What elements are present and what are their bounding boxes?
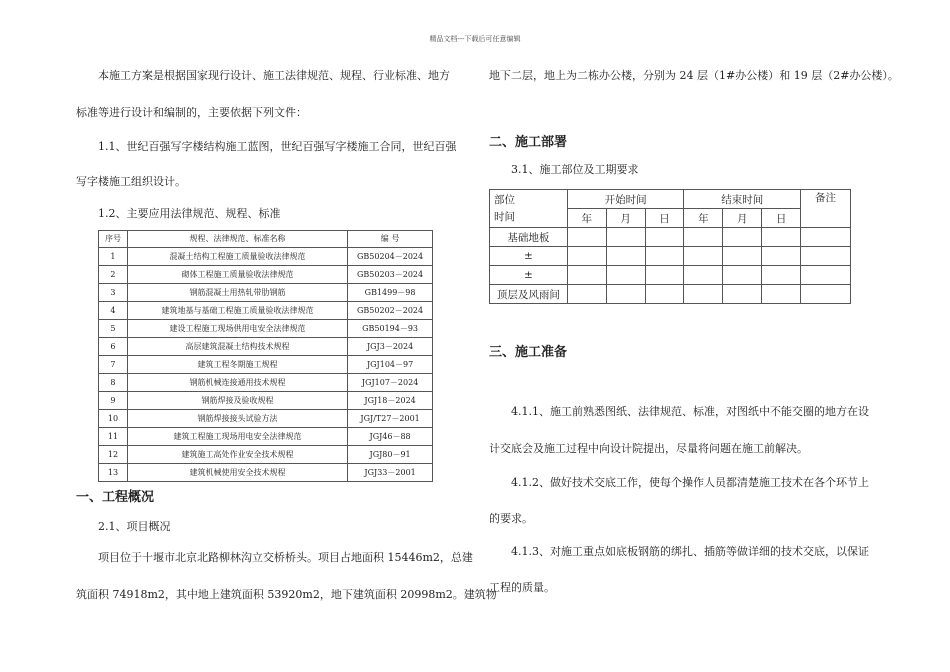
section-1-heading: 一、工程概况 (76, 490, 155, 505)
part-time-header-cell (490, 190, 568, 228)
project-body-line-2: 筑面积 74918m2，其中地上建筑面积 53920m2，地下建筑面积 20998m2。建筑物 (76, 588, 497, 601)
prep-4-1-1-line-2: 计交底会及施工过程中向设计院提出，尽量将问题在施工前解决。 (489, 442, 808, 455)
row-index: 4 (99, 302, 128, 320)
row-index: 7 (99, 356, 128, 374)
table-header-row (99, 231, 433, 248)
cell (645, 247, 684, 266)
row-code: JGJ104－97 (348, 356, 433, 374)
row-index: 3 (99, 284, 128, 302)
col-header-code: 编 号 (348, 231, 433, 248)
cell (801, 285, 851, 304)
item-1-1-line-2: 写字楼施工组织设计。 (76, 175, 186, 188)
item-1-2: 1.2、主要应用法律规范、规程、标准 (98, 207, 281, 220)
cell (762, 247, 801, 266)
row-code: JGJ/T27－2001 (348, 410, 433, 428)
table-row (99, 392, 433, 410)
row-part: 基础地板 (490, 228, 568, 247)
table-row (99, 284, 433, 302)
row-code: GB1499－98 (348, 284, 433, 302)
schedule-table (489, 189, 851, 304)
row-code: JGJ46－88 (348, 428, 433, 446)
table-row (99, 302, 433, 320)
intro-line-1: 本施工方案是根据国家现行设计、施工法律规范、规程、行业标准、地方 (98, 69, 450, 82)
table-row (99, 266, 433, 284)
cell (645, 266, 684, 285)
row-code: JGJ33－2001 (348, 464, 433, 482)
project-body-line-1: 项目位于十堰市北京北路柳林沟立交桥桥头。项目占地面积 15446m2，总建 (98, 551, 473, 564)
cell (723, 247, 762, 266)
row-name: 钢筋焊接接头试验方法 (127, 410, 347, 428)
table-row (99, 338, 433, 356)
row-code: GB50194－93 (348, 320, 433, 338)
col-header-name: 规程、法律规范、标准名称 (127, 231, 347, 248)
cell (606, 247, 645, 266)
row-part: 顶层及风雨间 (490, 285, 568, 304)
row-part: ± (490, 266, 568, 285)
row-name: 建筑工程施工现场用电安全法律规范 (127, 428, 347, 446)
row-index: 9 (99, 392, 128, 410)
row-name: 建筑工程冬期施工规程 (127, 356, 347, 374)
row-index: 2 (99, 266, 128, 284)
table-row (490, 266, 851, 285)
item-3-1: 3.1、施工部位及工期要求 (511, 163, 639, 176)
start-year-header: 年 (567, 209, 606, 228)
table-row (99, 410, 433, 428)
row-name: 钢筋混凝土用热轧带肋钢筋 (127, 284, 347, 302)
row-name: 钢筋焊接及验收规程 (127, 392, 347, 410)
table-row (490, 228, 851, 247)
row-index: 6 (99, 338, 128, 356)
prep-4-1-3-line-1: 4.1.3、对施工重点如底板钢筋的绑扎、插筋等做详细的技术交底，以保证 (511, 545, 869, 558)
item-1-1-line-1: 1.1、世纪百强写字楼结构施工蓝图，世纪百强写字楼施工合同，世纪百强 (98, 140, 457, 153)
cell (684, 247, 723, 266)
cell (567, 228, 606, 247)
part-label: 部位 (494, 193, 515, 206)
cell (762, 266, 801, 285)
cell (762, 228, 801, 247)
item-2-1: 2.1、项目概况 (98, 520, 171, 533)
cell (567, 247, 606, 266)
row-name: 建筑机械使用安全技术规程 (127, 464, 347, 482)
end-day-header: 日 (762, 209, 801, 228)
start-month-header: 月 (606, 209, 645, 228)
section-2-heading: 二、施工部署 (489, 135, 568, 150)
row-index: 11 (99, 428, 128, 446)
start-time-header: 开始时间 (567, 190, 684, 209)
row-code: GB50203－2024 (348, 266, 433, 284)
prep-4-1-2-line-2: 的要求。 (489, 512, 533, 525)
table-header-row (490, 190, 851, 209)
table-row (99, 446, 433, 464)
table-row (99, 356, 433, 374)
cell (645, 228, 684, 247)
row-code: JGJ80－91 (348, 446, 433, 464)
table-row (99, 248, 433, 266)
cell (684, 285, 723, 304)
table-row (490, 247, 851, 266)
row-name: 混凝土结构工程施工质量验收法律规范 (127, 248, 347, 266)
row-part: ± (490, 247, 568, 266)
table-row (490, 285, 851, 304)
cell (567, 285, 606, 304)
cell (684, 266, 723, 285)
cell (801, 228, 851, 247)
table-row (99, 320, 433, 338)
table-row (99, 374, 433, 392)
cell (606, 228, 645, 247)
cell (684, 228, 723, 247)
end-month-header: 月 (723, 209, 762, 228)
row-index: 12 (99, 446, 128, 464)
cell (645, 285, 684, 304)
table-row (99, 428, 433, 446)
start-day-header: 日 (645, 209, 684, 228)
page-header: 精品文档---下载后可任意编辑 (429, 35, 521, 43)
row-code: JGJ18－2024 (348, 392, 433, 410)
prep-4-1-2-line-1: 4.1.2、做好技术交底工作，使每个操作人员都清楚施工技术在各个环节上 (511, 476, 869, 489)
row-name: 建筑地基与基础工程施工质量验收法律规范 (127, 302, 347, 320)
project-body-continued: 地下二层，地上为二栋办公楼，分别为 24 层（1#办公楼）和 19 层（2#办公楼）。 (489, 69, 899, 82)
cell (606, 266, 645, 285)
end-year-header: 年 (684, 209, 723, 228)
row-name: 建设工程施工现场供用电安全法律规范 (127, 320, 347, 338)
row-index: 10 (99, 410, 128, 428)
row-code: GB50202－2024 (348, 302, 433, 320)
row-name: 高层建筑混凝土结构技术规程 (127, 338, 347, 356)
row-code: JGJ107－2024 (348, 374, 433, 392)
row-name: 钢筋机械连接通用技术规程 (127, 374, 347, 392)
cell (723, 285, 762, 304)
row-index: 1 (99, 248, 128, 266)
cell (762, 285, 801, 304)
row-code: GB50204－2024 (348, 248, 433, 266)
prep-4-1-3-line-2: 工程的质量。 (489, 581, 555, 594)
end-time-header: 结束时间 (684, 190, 801, 209)
row-code: JGJ3－2024 (348, 338, 433, 356)
row-index: 8 (99, 374, 128, 392)
time-label: 时间 (494, 210, 515, 223)
col-header-index: 序号 (99, 231, 128, 248)
cell (801, 247, 851, 266)
cell (723, 228, 762, 247)
note-header: 备注 (801, 190, 851, 228)
table-row (99, 464, 433, 482)
standards-table (98, 230, 433, 482)
row-name: 砌体工程施工质量验收法律规范 (127, 266, 347, 284)
cell (723, 266, 762, 285)
cell (567, 266, 606, 285)
row-name: 建筑施工高处作业安全技术规程 (127, 446, 347, 464)
section-3-heading: 三、施工准备 (489, 345, 568, 360)
cell (606, 285, 645, 304)
row-index: 5 (99, 320, 128, 338)
cell (801, 266, 851, 285)
intro-line-2: 标准等进行设计和编制的，主要依据下列文件： (76, 106, 307, 119)
row-index: 13 (99, 464, 128, 482)
prep-4-1-1-line-1: 4.1.1、施工前熟悉图纸、法律规范、标准，对图纸中不能交圈的地方在设 (511, 405, 869, 418)
